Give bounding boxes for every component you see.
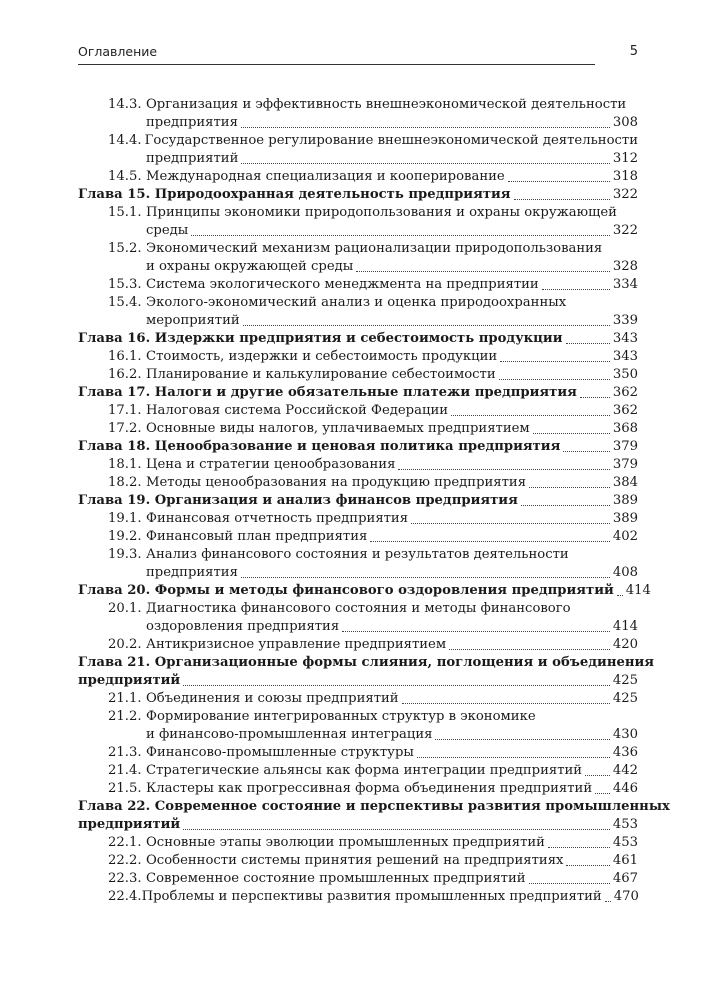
toc-section-title: Международная специализация и кооперирование xyxy=(146,169,505,184)
dot-leader xyxy=(451,414,610,416)
dot-leader xyxy=(508,180,610,182)
dot-leader xyxy=(435,738,609,740)
toc-page-number: 425 xyxy=(612,673,638,688)
toc-section-title: мероприятий xyxy=(146,313,240,328)
toc-section-title: Государственное регулирование внешнеэкономической деятельности xyxy=(144,133,638,148)
toc-section-number: 14.5. xyxy=(108,169,142,184)
toc-page-number: 402 xyxy=(612,529,638,544)
toc-chapter-title: Глава 19. Организация и анализ финансов предприятия xyxy=(78,493,518,508)
toc-page-number: 328 xyxy=(612,259,638,274)
toc-section-title: Проблемы и перспективы развития промышленных предприятий xyxy=(141,889,602,904)
toc-section-number: 18.1. xyxy=(108,457,142,472)
toc-section-title: и охраны окружающей среды xyxy=(146,259,354,274)
toc-page-number: 420 xyxy=(612,637,638,652)
toc-section-number: 15.1. xyxy=(108,205,142,220)
running-header xyxy=(78,44,638,66)
dot-leader xyxy=(356,270,610,272)
toc-chapter-entry[interactable] xyxy=(78,330,638,348)
toc-page-number: 467 xyxy=(612,871,638,886)
toc-page-number: 379 xyxy=(612,457,638,472)
toc-page-number: 350 xyxy=(612,367,638,382)
dot-leader xyxy=(417,756,610,758)
toc-section-title: предприятий xyxy=(146,151,239,166)
toc-section-number: 22.4. xyxy=(108,889,142,904)
toc-section-entry[interactable] xyxy=(78,834,638,852)
toc-section-number: 19.2. xyxy=(108,529,142,544)
toc-section-number: 21.1. xyxy=(108,691,142,706)
toc-section-number: 15.4. xyxy=(108,295,142,310)
toc-page-number: 322 xyxy=(612,187,638,202)
toc-section-entry[interactable] xyxy=(78,636,638,654)
toc-chapter-entry[interactable] xyxy=(78,438,638,456)
dot-leader xyxy=(243,324,610,326)
toc-section-title: Принципы экономики природопользования и охраны окружающей xyxy=(146,205,617,220)
toc-section-entry[interactable] xyxy=(78,366,638,384)
toc-page-number: 453 xyxy=(612,835,638,850)
header-rule xyxy=(78,64,595,65)
toc-page-number: 368 xyxy=(612,421,638,436)
dot-leader xyxy=(241,576,610,578)
toc-page-number: 343 xyxy=(612,349,638,364)
toc-page-number: 339 xyxy=(612,313,638,328)
toc-section-title: Особенности системы принятия решений на предприятиях xyxy=(146,853,564,868)
dot-leader xyxy=(529,486,610,488)
toc-chapter-title: предприятий xyxy=(78,817,181,832)
dot-leader xyxy=(529,882,610,884)
toc-chapter-entry[interactable] xyxy=(78,384,638,402)
toc-section-number: 15.3. xyxy=(108,277,142,292)
toc-section-title: Налоговая система Российской Федерации xyxy=(146,403,449,418)
dot-leader xyxy=(500,360,610,362)
toc-section-number: 21.5. xyxy=(108,781,142,796)
toc-section-entry[interactable] xyxy=(78,546,638,582)
toc-section-number: 18.2. xyxy=(108,475,142,490)
toc-page-number: 453 xyxy=(612,817,638,832)
toc-section-title: предприятия xyxy=(146,115,238,130)
toc-chapter-entry[interactable] xyxy=(78,186,638,204)
toc-section-number: 19.3. xyxy=(108,547,142,562)
toc-chapter-entry[interactable] xyxy=(78,492,638,510)
dot-leader xyxy=(580,396,610,398)
toc-section-title: Антикризисное управление предприятием xyxy=(146,637,447,652)
dot-leader xyxy=(521,504,610,506)
toc-section-entry[interactable] xyxy=(78,294,638,330)
toc-page-number: 470 xyxy=(613,889,639,904)
toc-chapter-title: Глава 20. Формы и методы финансового оздоровления предприятий xyxy=(78,583,614,598)
toc-section-title: Кластеры как прогрессивная форма объединения предприятий xyxy=(146,781,593,796)
toc-page-number: 334 xyxy=(612,277,638,292)
toc-section-entry[interactable] xyxy=(78,168,638,186)
toc-section-entry[interactable] xyxy=(78,708,638,744)
toc-page-number: 362 xyxy=(612,403,638,418)
toc-section-entry[interactable] xyxy=(78,276,638,294)
toc-page-number: 384 xyxy=(612,475,638,490)
toc-section-title: Современное состояние промышленных предприятий xyxy=(146,871,526,886)
toc-section-entry[interactable] xyxy=(78,402,638,420)
toc-section-title: среды xyxy=(146,223,189,238)
toc-section-entry[interactable] xyxy=(78,852,638,870)
toc-section-title: Методы ценообразования на продукцию предприятия xyxy=(146,475,527,490)
toc-section-number: 21.3. xyxy=(108,745,142,760)
toc-page-number: 322 xyxy=(612,223,638,238)
toc-section-title: Стратегические альянсы как форма интеграции предприятий xyxy=(146,763,583,778)
dot-leader xyxy=(514,198,610,200)
toc-section-entry[interactable] xyxy=(78,762,638,780)
dot-leader xyxy=(499,378,610,380)
toc-section-number: 17.1. xyxy=(108,403,142,418)
dot-leader xyxy=(411,522,610,524)
toc-section-number: 14.3. xyxy=(108,97,142,112)
toc-page-number: 425 xyxy=(612,691,638,706)
dot-leader xyxy=(191,234,610,236)
dot-leader xyxy=(563,450,609,452)
toc-page-number: 312 xyxy=(612,151,638,166)
dot-leader xyxy=(533,432,610,434)
toc-section-title: и финансово-промышленная интеграция xyxy=(146,727,433,742)
toc-chapter-entry[interactable] xyxy=(78,798,670,834)
toc-section-entry[interactable] xyxy=(78,456,638,474)
toc-section-entry[interactable] xyxy=(78,780,638,798)
toc-section-entry[interactable] xyxy=(78,600,638,636)
toc-section-entry[interactable] xyxy=(78,348,638,366)
toc-section-number: 21.4. xyxy=(108,763,142,778)
toc-page-number: 308 xyxy=(612,115,638,130)
toc-section-title: Анализ финансового состояния и результатов деятельности xyxy=(146,547,569,562)
toc-section-number: 14.4. xyxy=(108,133,142,148)
toc-section-title: Цена и стратегии ценообразования xyxy=(146,457,396,472)
toc-section-entry[interactable] xyxy=(78,528,638,546)
toc-page-number: 442 xyxy=(612,763,638,778)
toc-chapter-title: Глава 15. Природоохранная деятельность предприятия xyxy=(78,187,511,202)
toc-section-title: Организация и эффективность внешнеэкономической деятельности xyxy=(146,97,627,112)
toc-section-entry[interactable] xyxy=(78,420,638,438)
toc-section-number: 21.2. xyxy=(108,709,142,724)
toc-section-entry[interactable] xyxy=(78,888,638,906)
dot-leader xyxy=(342,630,610,632)
toc-section-title: Эколого-экономический анализ и оценка природоохранных xyxy=(146,295,567,310)
dot-leader xyxy=(585,774,610,776)
toc-section-title: Экономический механизм рационализации природопользования xyxy=(146,241,603,256)
toc-chapter-title: Глава 16. Издержки предприятия и себестоимость продукции xyxy=(78,331,563,346)
toc-page-number: 379 xyxy=(612,439,638,454)
dot-leader xyxy=(241,126,610,128)
dot-leader xyxy=(370,540,610,542)
toc-page-number: 414 xyxy=(625,583,651,598)
toc-chapter-title: Глава 18. Ценообразование и ценовая политика предприятия xyxy=(78,439,561,454)
toc-section-number: 19.1. xyxy=(108,511,142,526)
toc-page-number: 389 xyxy=(612,511,638,526)
toc-section-entry[interactable] xyxy=(78,132,638,168)
page-number: 5 xyxy=(629,44,638,59)
toc-section-title: Диагностика финансового состояния и методы финансового xyxy=(146,601,571,616)
toc-page-number: 436 xyxy=(612,745,638,760)
toc-section-title: Стоимость, издержки и себестоимость продукции xyxy=(146,349,498,364)
dot-leader xyxy=(595,792,610,794)
dot-leader xyxy=(449,648,610,650)
toc-section-entry[interactable] xyxy=(78,240,638,276)
toc-section-title: Система экологического менеджмента на предприятии xyxy=(146,277,539,292)
toc-page-number: 461 xyxy=(612,853,638,868)
dot-leader xyxy=(183,684,610,686)
toc-page-number: 318 xyxy=(612,169,638,184)
toc-section-title: оздоровления предприятия xyxy=(146,619,340,634)
toc-section-number: 15.2. xyxy=(108,241,142,256)
dot-leader xyxy=(402,702,610,704)
dot-leader xyxy=(617,594,623,596)
toc-page-number: 430 xyxy=(612,727,638,742)
toc-section-title: Финансово-промышленные структуры xyxy=(146,745,414,760)
toc-section-entry[interactable] xyxy=(78,870,638,888)
dot-leader xyxy=(566,342,610,344)
toc-section-number: 20.1. xyxy=(108,601,142,616)
running-header-title: Оглавление xyxy=(78,44,158,59)
toc-section-title: Финансовая отчетность предприятия xyxy=(146,511,409,526)
toc-page-number: 362 xyxy=(612,385,638,400)
toc-section-entry[interactable] xyxy=(78,510,638,528)
toc-page-number: 414 xyxy=(612,619,638,634)
dot-leader xyxy=(566,864,609,866)
dot-leader xyxy=(605,900,611,902)
toc-section-number: 20.2. xyxy=(108,637,142,652)
table-of-contents xyxy=(78,96,670,906)
dot-leader xyxy=(183,828,610,830)
toc-page-number: 389 xyxy=(612,493,638,508)
toc-section-number: 17.2. xyxy=(108,421,142,436)
toc-chapter-entry[interactable] xyxy=(78,654,655,690)
toc-section-title: Финансовый план предприятия xyxy=(146,529,368,544)
toc-section-title: предприятия xyxy=(146,565,238,580)
toc-section-title: Формирование интегрированных структур в экономике xyxy=(146,709,536,724)
toc-page-number: 343 xyxy=(612,331,638,346)
toc-chapter-title: Глава 22. Современное состояние и перспективы развития промышленных xyxy=(78,799,670,814)
toc-section-number: 22.3. xyxy=(108,871,142,886)
toc-section-number: 22.2. xyxy=(108,853,142,868)
dot-leader xyxy=(548,846,610,848)
toc-section-entry[interactable] xyxy=(78,690,638,708)
toc-section-title: Основные виды налогов, уплачиваемых предприятием xyxy=(146,421,530,436)
toc-page-number: 446 xyxy=(612,781,638,796)
toc-section-number: 22.1. xyxy=(108,835,142,850)
toc-section-number: 16.2. xyxy=(108,367,142,382)
toc-section-entry[interactable] xyxy=(78,96,638,132)
toc-section-entry[interactable] xyxy=(78,474,638,492)
dot-leader xyxy=(542,288,610,290)
toc-section-title: Планирование и калькулирование себестоимости xyxy=(146,367,496,382)
toc-chapter-title: Глава 17. Налоги и другие обязательные платежи предприятия xyxy=(78,385,577,400)
toc-chapter-title: предприятий xyxy=(78,673,181,688)
dot-leader xyxy=(398,468,609,470)
toc-page-number: 408 xyxy=(612,565,638,580)
toc-section-title: Объединения и союзы предприятий xyxy=(146,691,399,706)
toc-chapter-title: Глава 21. Организационные формы слияния, поглощения и объединения xyxy=(78,655,655,670)
toc-chapter-entry[interactable] xyxy=(78,582,651,600)
dot-leader xyxy=(241,162,609,164)
toc-section-entry[interactable] xyxy=(78,744,638,762)
toc-section-title: Основные этапы эволюции промышленных предприятий xyxy=(146,835,545,850)
toc-section-entry[interactable] xyxy=(78,204,638,240)
toc-section-number: 16.1. xyxy=(108,349,142,364)
